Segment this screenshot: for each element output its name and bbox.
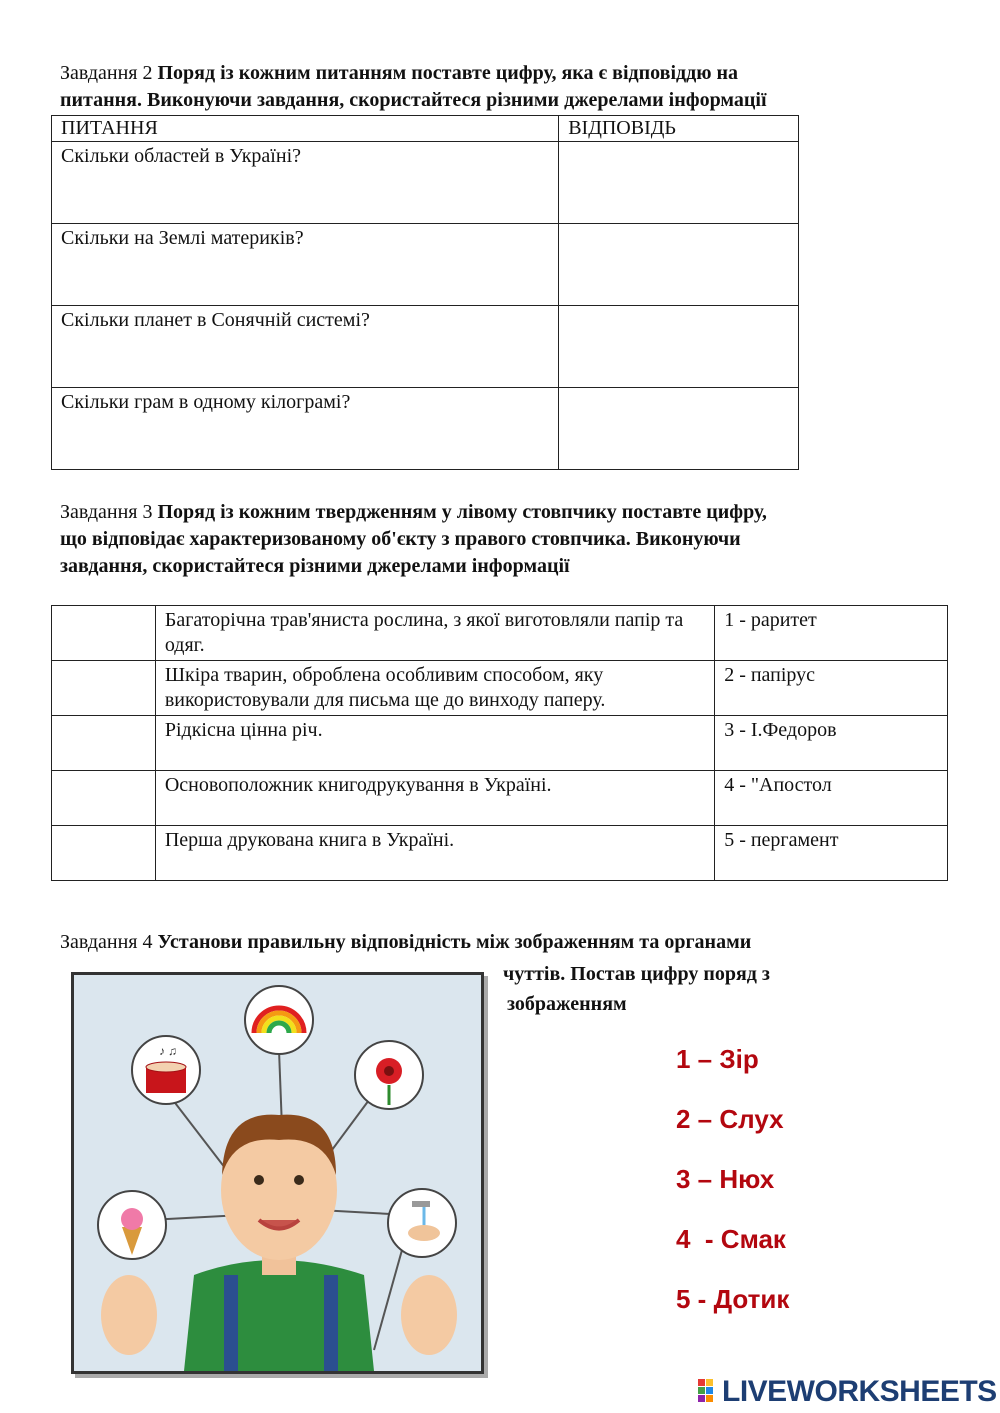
task2-question: Скільки грам в одному кілограмі? — [52, 388, 559, 470]
senses-illustration — [71, 972, 484, 1374]
task4-instruction-line1: Установи правильну відповідність між зображенням та органами — [157, 931, 752, 953]
task2-header-row — [52, 116, 799, 142]
hand-water-circle-icon — [388, 1189, 456, 1257]
task2-header-answer: ВІДПОВІДЬ — [559, 116, 799, 142]
table-row — [52, 606, 948, 661]
task3-statement: Основоположник книгодрукування в Україні. — [155, 771, 714, 826]
table-row — [52, 142, 799, 224]
task3-statement: Шкіра тварин, оброблена особливим способом, яку використовували для письма ще до винходу паперу. — [155, 661, 714, 716]
task2-header-question: ПИТАННЯ — [52, 116, 559, 142]
task4-title-line1 — [60, 929, 751, 956]
task3-instruction-line1: Поряд із кожним твердженням у лівому стовпчику поставте цифру, — [157, 501, 767, 523]
task4-title-line3 — [507, 991, 627, 1018]
task2-instruction-line2: питання. Виконуючи завдання, скористайтеся різними джерелами інформації — [60, 89, 767, 111]
table-row — [52, 661, 948, 716]
task3-answer-cell[interactable] — [52, 661, 156, 716]
task3-option: 3 - І.Федоров — [715, 716, 948, 771]
task3-answer-cell[interactable] — [52, 771, 156, 826]
task2-answer-cell[interactable] — [559, 142, 799, 224]
task4-instruction-line2: чуттів. Постав цифру поряд з — [503, 963, 770, 985]
sense-item: 2 – Слух — [676, 1104, 784, 1134]
svg-text:♪ ♫: ♪ ♫ — [159, 1044, 177, 1058]
task3-instruction-line2: що відповідає характеризованому об'єкту з правого стовпчика. Виконуючи — [60, 528, 741, 550]
task3-statement: Рідкісна цінна річ. — [155, 716, 714, 771]
sense-item: 1 – Зір — [676, 1044, 759, 1074]
task3-option: 2 - папірус — [715, 661, 948, 716]
task2-question: Скільки областей в Україні? — [52, 142, 559, 224]
task4-instruction-line3: зображенням — [507, 993, 627, 1015]
task3-statement: Багаторічна трав'яниста рослина, з якої виготовляли папір та одяг. — [155, 606, 714, 661]
task3-label: Завдання 3 — [60, 501, 153, 523]
task3-option: 4 - "Апостол — [715, 771, 948, 826]
sense-item: 4 - Смак — [676, 1224, 786, 1254]
logo-text: LIVEWORKSHEETS — [722, 1375, 997, 1408]
task2-question: Скільки планет в Сонячній системі? — [52, 306, 559, 388]
task2-answer-cell[interactable] — [559, 224, 799, 306]
task2-table — [51, 115, 799, 470]
task3-answer-cell[interactable] — [52, 606, 156, 661]
table-row — [52, 771, 948, 826]
task4-label: Завдання 4 — [60, 931, 153, 953]
task4-title-line2 — [503, 961, 770, 988]
logo-blocks-icon — [698, 1379, 722, 1405]
task2-instruction-line1: Поряд із кожним питанням поставте цифру, яка є відповіддю на — [157, 62, 739, 84]
task2-label: Завдання 2 — [60, 62, 153, 84]
liveworksheets-logo — [698, 1375, 997, 1409]
task2-question: Скільки на Землі материків? — [52, 224, 559, 306]
sense-item: 5 - Дотик — [676, 1284, 790, 1314]
flower-circle-icon — [355, 1041, 423, 1109]
task3-answer-cell[interactable] — [52, 826, 156, 881]
table-row — [52, 306, 799, 388]
sense-item: 3 – Нюх — [676, 1164, 775, 1194]
table-row — [52, 224, 799, 306]
task2-answer-cell[interactable] — [559, 306, 799, 388]
senses-list — [676, 1040, 789, 1340]
drum-circle-icon — [132, 1036, 200, 1104]
task2-title — [60, 60, 767, 114]
table-row — [52, 716, 948, 771]
task3-title — [60, 499, 767, 580]
ice-cream-circle-icon — [98, 1191, 166, 1259]
task3-table — [51, 605, 948, 881]
task3-instruction-line3: завдання, скористайтеся різними джерелами інформації — [60, 555, 570, 577]
task3-option: 1 - раритет — [715, 606, 948, 661]
task2-answer-cell[interactable] — [559, 388, 799, 470]
rainbow-circle-icon — [245, 986, 313, 1054]
task3-statement: Перша друкована книга в Україні. — [155, 826, 714, 881]
table-row — [52, 826, 948, 881]
boy-senses-picture — [74, 975, 481, 1371]
table-row — [52, 388, 799, 470]
task3-answer-cell[interactable] — [52, 716, 156, 771]
task3-option: 5 - пергамент — [715, 826, 948, 881]
